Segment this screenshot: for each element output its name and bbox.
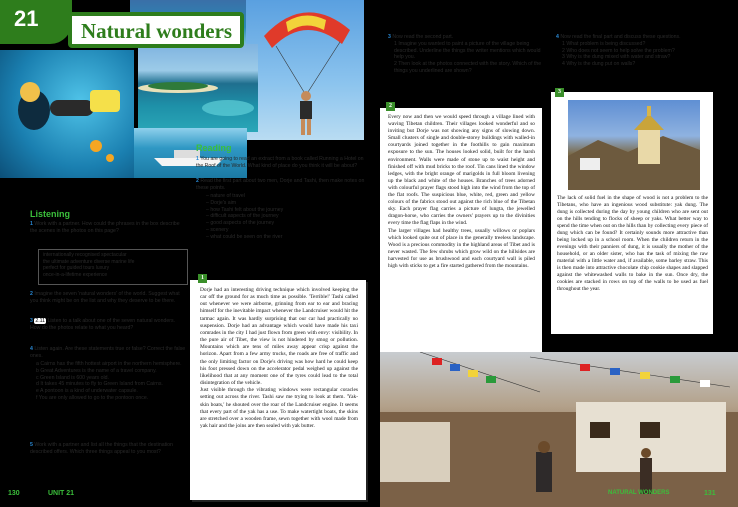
audio-track-badge[interactable]: 2.11	[35, 318, 46, 324]
question-number: 3	[30, 318, 33, 324]
phrase-line: once-in-a-lifetime experience	[43, 272, 108, 279]
question-number: 1	[30, 221, 33, 227]
question-text: Read the first part about two men, Dorje and Tashi, then make notes on these points.	[196, 178, 365, 191]
reading-question-2	[196, 178, 368, 192]
list-item: a Cairns has the fifth hottest airport in the northern hemisphere.	[36, 361, 182, 367]
true-false-list	[36, 361, 186, 402]
phrase-line: internationally recognised spectacular	[43, 252, 127, 258]
list-item: f You are only allowed to go to the pontoon once.	[36, 394, 149, 401]
question-text: Work with a partner. How could the phrases in the box describe the scenes in the photos on this page?	[30, 221, 180, 234]
list-item: – how Tashi felt about the journey	[206, 206, 284, 213]
list-item: d It takes 45 minutes to fly to Green Island from Cairns.	[36, 381, 163, 388]
list-item: 2 Then look at the photos connected with the story. Which of the things you underlined are shown?	[394, 61, 542, 74]
reading-passage: Dorje had an interesting driving technique which involved keeping the car off the ground for as much time as possible. 'Terrible!' Tashi called out whenever we were airborne, grinning from ear to ear and bracing himself for the inevitable impact whenever the Landcruiser would hit the tarmac again. It was hardly surprising that our car had practically no suspension. Dorje had an advantage which would have made his taxi comrades in the city I had just flown from green with envy: visibility. In the pure air of Tibet, the view is not hindered by smog or pollution. Mountains which are tens of miles away appear crisp against the horizon. Apart from a few army trucks, the roads are free of traffic and the only limiting factor on Dorje's driving was how hard he could keep his foot pressed down on the accelerator pedal weighed up against the likelihood that at any moment one of the tyres could lead to the total disintegration of the vehicle. Just visible through the vibrating windows were rectangular coracles setting out across the river. Tashi saw me trying to look at them. 'Yak-skin boats,' he shouted over the roar of the Landcruiser engine. It seems that every part of the yak has a use. To make watertight boats, the skins are stretched over a wooden frame, sewn together with wool made from yak hair and the joins are then sealed with yak butter.	[200, 287, 358, 429]
list-item: 3 Why is the dung mixed with water and straw?	[562, 54, 671, 61]
reading-question-1	[196, 156, 368, 170]
reading-text-part-1	[190, 275, 366, 500]
page-title: Natural wonders	[68, 12, 244, 48]
village-illustration	[380, 352, 738, 507]
boat-photo	[134, 128, 247, 178]
question-text: Work with a partner and list all the things that the destination described offers. Which three things appeal to you most?	[30, 442, 173, 455]
left-page-number: 130	[8, 490, 20, 497]
question-text: Listen again. Are these statements true or false? Correct the false ones.	[30, 346, 186, 359]
question-number: 5	[30, 442, 33, 448]
part-badge: 2	[386, 102, 395, 111]
island-illustration	[138, 44, 258, 132]
question-number: 3	[388, 34, 391, 40]
listening-question-3	[30, 318, 186, 332]
list-item: 1 What problem is being discussed?	[562, 40, 646, 47]
reading-passage: The lack of solid fuel in the shape of wood is not a problem to the Tibetans, who have an ingenious wood substitute: yak dung. The dung is collected during the day by young children who are sent out on the hills tending to flocks of sheep or yaks. What better way to spend the time when out on the hills than by collecting every piece of dung which can be found? It certainly sounds more attractive than being locked up in a school room. When the children return in the evenings with their panniers of dung, it is usually the mother of the household, or an older sister, who has the task of mixing the raw material with a little water and, if available, some barley straw. This is then made into attractive chocolate chip cookie shapes and slapped against the whitewashed walls to bake in the sun. Once dry, the cookies are stacked in rows on top of the walls to be used as fuel throughout the year.	[557, 195, 708, 292]
question-text: Listen to a talk about one of the seven natural wonders. How do the photos relate to what you heard?	[30, 318, 175, 331]
list-item: e A pontoon is a kind of underwater capsule.	[36, 388, 138, 395]
list-item: 1 Imagine you wanted to paint a picture of the village being described. Underline the things the writer mentions which would help you.	[394, 40, 541, 61]
list-item: 2 Who does not seem to help solve the problem?	[562, 47, 675, 54]
list-item: – what could be seen on the river	[206, 233, 283, 240]
phrase-line: the ultimate adventure diverse marine life	[43, 258, 135, 265]
parasailing-photo	[246, 0, 364, 140]
parasail-illustration	[246, 0, 364, 140]
question-text: You are going to read an extract from a book called Running a Hotel on the Roof of the World. What kind of place do you think it will be about?	[196, 156, 364, 169]
question-text: Now read the second part.	[392, 34, 454, 40]
lagoon-photo	[138, 44, 258, 132]
list-item: – scenery	[206, 226, 229, 233]
listening-question-5	[30, 442, 186, 456]
reading-question-4	[556, 34, 716, 68]
snorkeller-photo	[0, 50, 134, 178]
village-photo	[380, 352, 738, 507]
list-item: c Green Island is 600 years old.	[36, 374, 109, 381]
reading-heading: Reading	[196, 143, 232, 153]
reading-passage: Every now and then we would speed through a village lined with waving Tibetan children. Their villages looked wonderful and so inviting but Dorje was not showing any signs of slowing down. Small clusters of single and double-storey buildings with walled-in courtyards joined together in the foothills to gain maximum exposure to the sun. The houses looked solid, built for the harsh environment. Walls were made of stone up to waist height and finished off with mud bricks to the roof. Tin cans lined the window ledges, with the bright orange of marigolds in full bloom livening up the black and white of the houses. Branches of trees adorned with colourful prayer flags stood high into the wind from the top of the flat roofs. The suspicious blue, white, red, green and yellow colours of the fabrics stood out against the rich blue of the Tibetan sky. Each prayer flag carries a picture of lungta, the jewelled dragon-horse, who carries the owners' prayers up to the divinities every time the flag flaps in the wind. The larger villages had healthy trees, usually willows or poplars which looked quite out of place in the generally treeless landscape. Wood is a precious commodity in the highland areas of Tibet and is never wasted. The few shrubs which grow wild on the hillsides are harvested for use as brushwood and each courtyard wall is piled high with sticks to get a fire started gathered from the mountains.	[388, 114, 535, 269]
listening-question-1	[30, 221, 186, 235]
question-text: Imagine the seven 'natural wonders' of the world. Suggest what you think might be on the list and why they deserve to be there.	[30, 291, 180, 304]
list-item: – nature of travel	[206, 193, 245, 199]
left-running-head: UNIT 21	[48, 490, 75, 497]
question-number: 1	[196, 156, 199, 162]
right-page-number: 131	[704, 490, 716, 497]
question-number: 4	[556, 34, 559, 40]
listening-question-4	[30, 346, 186, 360]
list-item: – Dorje's aim	[206, 199, 237, 206]
list-item: b Great Adventures is the name of a travel company.	[36, 367, 157, 374]
right-running-head: NATURAL WONDERS	[608, 490, 670, 496]
listening-question-2	[30, 291, 186, 305]
monastery-illustration	[568, 100, 700, 190]
question-number: 2	[196, 178, 199, 184]
list-item: – good aspects of the journey	[206, 220, 275, 227]
reading-question-3	[388, 34, 548, 75]
part-badge: 1	[198, 274, 207, 283]
listening-heading: Listening	[30, 209, 70, 219]
monastery-photo	[568, 100, 700, 190]
unit-number: 21	[14, 6, 39, 31]
boat-illustration	[134, 128, 247, 178]
question-text: Now read the final part and discuss these questions.	[560, 34, 681, 40]
question-number: 2	[30, 291, 33, 297]
notes-list	[206, 193, 366, 241]
phrase-line: perfect for guided tours luxury	[43, 265, 110, 272]
snorkeller-illustration	[0, 50, 134, 178]
question-number: 4	[30, 346, 33, 352]
phrase-box	[38, 249, 188, 285]
part-badge: 3	[555, 88, 564, 97]
reading-text-part-2	[380, 103, 542, 354]
list-item: 4 Why is the dung put on walls?	[562, 61, 636, 68]
list-item: – difficult aspects of the journey	[206, 213, 279, 220]
